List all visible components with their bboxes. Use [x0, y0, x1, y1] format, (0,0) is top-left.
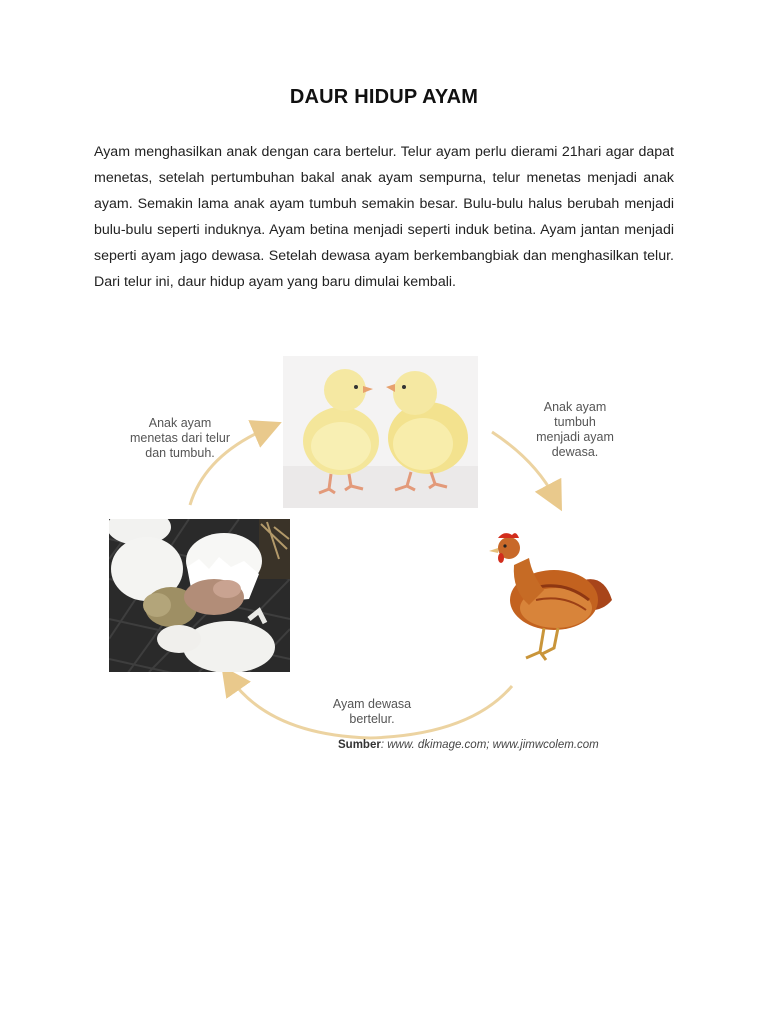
label-line: dewasa.: [551, 445, 599, 459]
page-title: DAUR HIDUP AYAM: [289, 86, 479, 108]
label-line: menjadi ayam: [536, 430, 614, 444]
hen-image: [474, 520, 624, 670]
image-source-credit: [338, 739, 599, 751]
body-paragraph: Ayam menghasilkan anak dengan cara bertelur. Telur ayam perlu dierami 21hari agar dapat menetas, setelah pertumbuhan bakal anak ayam sempurna, telur menetas menjadi anak ayam. Semakin lama anak ayam tumbuh semakin besar. Bulu-bulu halus berubah menjadi bulu-bulu seperti induknya. Ayam betina menjadi seperti induk betina. Ayam jantan menjadi seperti ayam jago dewasa. Setelah dewasa ayam berkembangbiak dan menghasilkan telur. Dari telur ini, daur hidup ayam yang baru dimulai kembali.: [94, 144, 674, 290]
label-line: bertelur.: [349, 712, 395, 726]
label-line: dan tumbuh.: [145, 446, 215, 460]
label-line: Ayam dewasa: [332, 697, 412, 711]
source-prefix: Sumber: [338, 739, 381, 751]
label-chick-grows-adult: [515, 400, 635, 460]
source-text: : www. dkimage.com; www.jimwcolem.com: [380, 739, 599, 751]
label-line: menetas dari telur: [129, 431, 231, 445]
label-line: Anak ayam: [148, 416, 212, 430]
label-line: tumbuh: [554, 415, 596, 429]
label-hatch-and-grow: [106, 416, 254, 461]
label-line: Anak ayam: [543, 400, 607, 414]
chicks-image: [283, 356, 478, 508]
hatching-eggs-image: [109, 519, 290, 672]
label-adult-lays-eggs: [310, 697, 434, 727]
